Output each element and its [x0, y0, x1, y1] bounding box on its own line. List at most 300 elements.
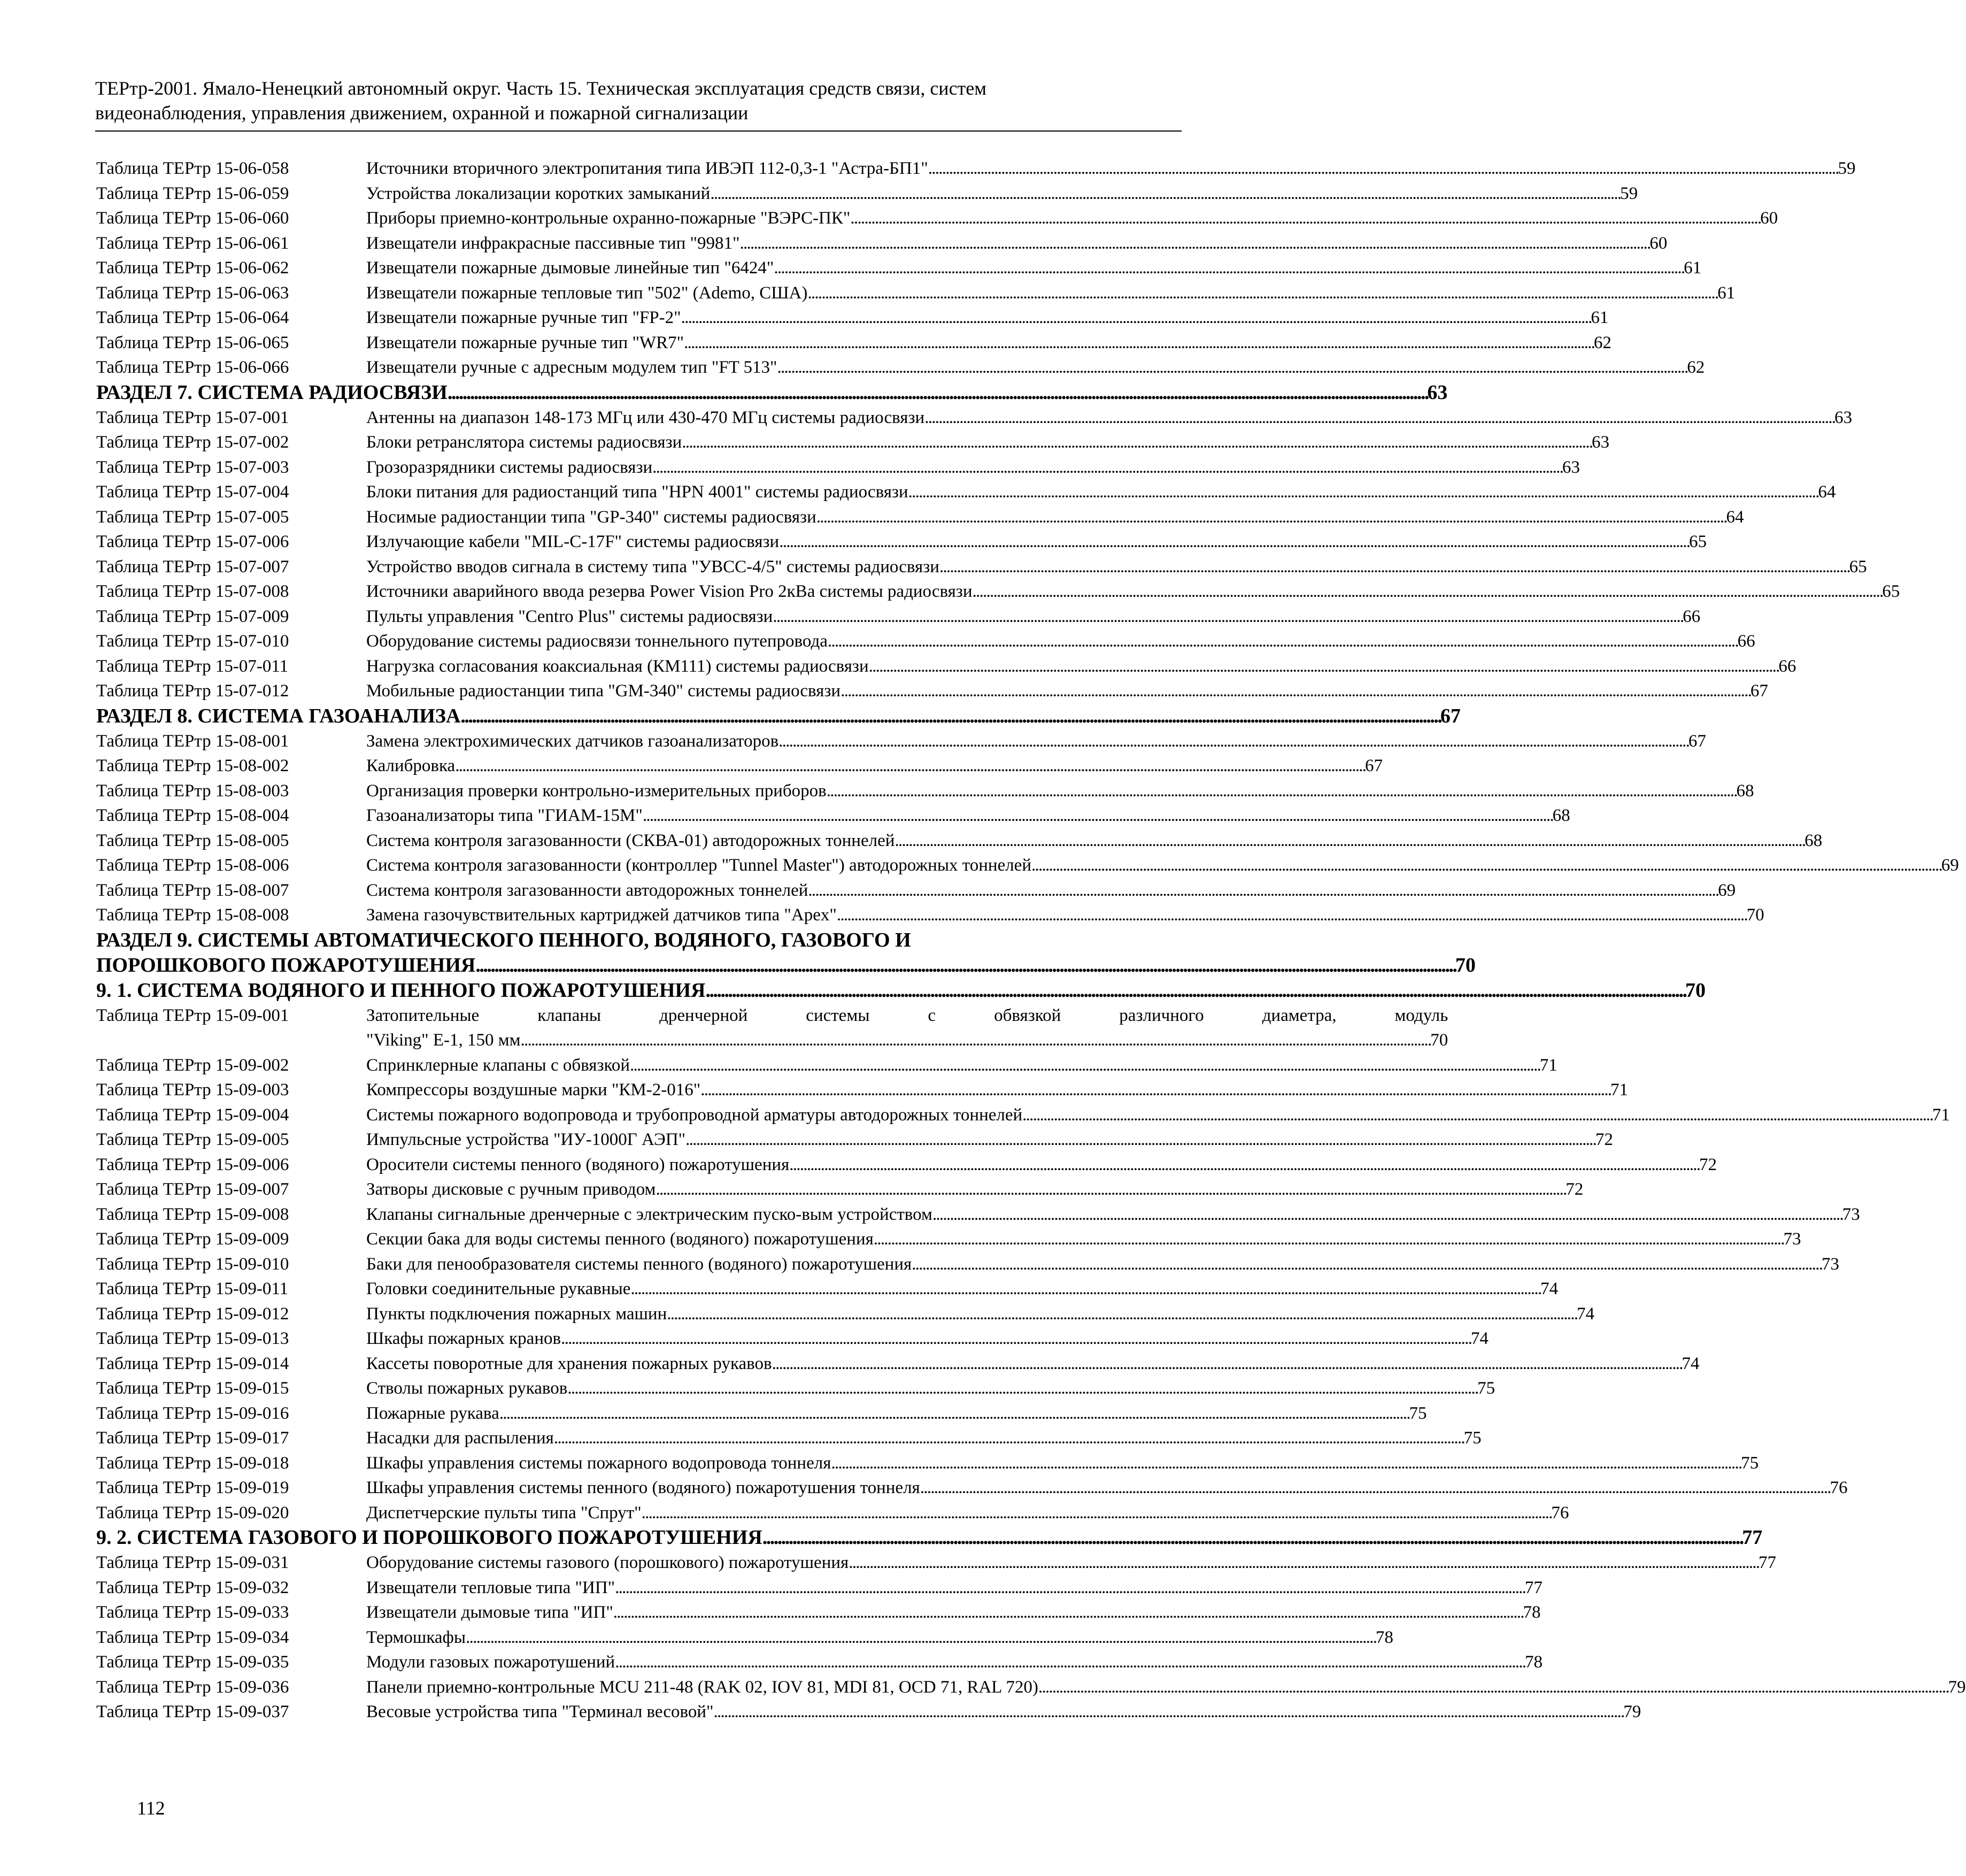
toc-entry[interactable] [96, 1351, 1700, 1377]
toc-entry-title: Грозоразрядники системы радиосвязи [366, 457, 653, 477]
toc-entry-title: Баки для пенообразователя системы пенного (водяного) пожаротушения [366, 1254, 912, 1274]
toc-page-number: 77 [1742, 1526, 1763, 1549]
table-code: Таблица ТЕРтр 15-09-001 [96, 1005, 289, 1025]
table-code: Таблица ТЕРтр 15-07-008 [96, 582, 289, 601]
table-code: Таблица ТЕРтр 15-09-020 [96, 1503, 289, 1523]
toc-entry[interactable] [96, 1475, 1848, 1501]
toc-entry-title: Секции бака для воды системы пенного (водяного) пожаротушения [366, 1229, 874, 1249]
toc-entry[interactable] [96, 1103, 1950, 1128]
table-code: Таблица ТЕРтр 15-09-009 [96, 1229, 289, 1249]
toc-page-number: 74 [1682, 1354, 1700, 1373]
header-line-1: ТЕРтр-2001. Ямало-Ненецкий автономный округ. Часть 15. Техническая эксплуатация средств связи, систем [95, 78, 987, 99]
section-title: 9. 1. СИСТЕМА ВОДЯНОГО И ПЕННОГО ПОЖАРОТУШЕНИЯ [96, 979, 706, 1002]
toc-entry[interactable] [96, 505, 1744, 530]
toc-entry[interactable] [96, 1302, 1594, 1327]
dot-leader [912, 1252, 1821, 1277]
toc-page-number: 63 [1592, 433, 1610, 452]
toc-entry-title: Пульты управления "Centro Plus" системы радиосвязи [366, 606, 773, 626]
dot-leader [642, 1501, 1551, 1526]
toc-entry[interactable] [96, 1401, 1427, 1426]
dot-leader [778, 729, 1687, 754]
toc-page-number: 64 [1818, 482, 1836, 502]
dot-leader [973, 579, 1882, 604]
toc-entry-title: Система контроля загазованности (СКВА-01) автодорожных тоннелей [366, 831, 895, 850]
toc-entry-body [366, 505, 1744, 530]
table-code: Таблица ТЕРтр 15-06-064 [96, 308, 289, 327]
toc-entry-title: Блоки ретранслятора системы радиосвязи [366, 433, 682, 452]
toc-entry-title: Замена газочувствительных картриджей датчиков типа "Apex" [366, 905, 837, 925]
table-code: Таблица ТЕРтр 15-09-014 [96, 1354, 289, 1373]
dot-leader [667, 1302, 1576, 1327]
toc-page-number: 65 [1882, 582, 1900, 601]
toc-entry[interactable] [96, 231, 1668, 256]
toc-entry-title: Извещатели пожарные ручные тип "FP-2" [366, 308, 681, 327]
toc-page-number: 66 [1778, 656, 1797, 676]
toc-page-number: 76 [1830, 1478, 1848, 1497]
toc-entry-body [366, 1326, 1489, 1351]
toc-entry[interactable] [96, 281, 1736, 306]
table-code: Таблица ТЕРтр 15-07-009 [96, 606, 289, 626]
dot-leader [837, 903, 1746, 928]
dot-leader [874, 1227, 1783, 1252]
toc-page-number: 70 [1746, 905, 1764, 925]
toc-entry-body [366, 803, 1570, 828]
toc-entry[interactable] [96, 803, 1570, 828]
toc-entry-body [366, 1277, 1559, 1302]
toc-entry[interactable] [96, 853, 1959, 878]
dot-leader [1031, 853, 1940, 878]
table-code: Таблица ТЕРтр 15-09-019 [96, 1478, 289, 1497]
toc-entry-body [366, 853, 1959, 878]
toc-section-heading[interactable] [96, 1525, 1763, 1550]
toc-entry-title-line-1 [366, 1003, 1448, 1028]
section-title: 9. 2. СИСТЕМА ГАЗОВОГО И ПОРОШКОВОГО ПОЖАРОТУШЕНИЯ [96, 1526, 762, 1549]
toc-page-number: 61 [1591, 308, 1609, 327]
toc-entry-body [366, 455, 1580, 480]
toc-entry-title: Извещатели пожарные ручные тип "WR7" [366, 333, 684, 352]
toc-entry-body [366, 555, 1867, 580]
toc-entry-title: Замена электрохимических датчиков газоанализаторов [366, 731, 779, 751]
toc-entry[interactable] [96, 330, 1612, 356]
toc-page-number: 67 [1750, 681, 1768, 701]
toc-page-number: 71 [1932, 1105, 1950, 1125]
dot-leader [705, 978, 1684, 1003]
toc-entry[interactable] [96, 1177, 1584, 1202]
dot-leader [615, 1650, 1524, 1675]
toc-page-number: 65 [1849, 557, 1867, 576]
dot-leader [554, 1426, 1463, 1451]
table-code: Таблица ТЕРтр 15-09-003 [96, 1080, 289, 1100]
toc-entry-body [366, 1003, 1448, 1053]
toc-entry[interactable] [96, 1550, 1776, 1575]
dot-leader [710, 181, 1619, 206]
table-code: Таблица ТЕРтр 15-06-063 [96, 283, 289, 303]
toc-page-number: 72 [1699, 1155, 1717, 1174]
toc-entry-title: Извещатели ручные с адресным модулем тип "FT 513" [366, 358, 777, 377]
toc-entry[interactable] [96, 1700, 1641, 1725]
toc-section-heading[interactable] [96, 928, 1476, 978]
table-code: Таблица ТЕРтр 15-07-010 [96, 632, 289, 651]
toc-page-number: 75 [1741, 1453, 1759, 1473]
table-code: Таблица ТЕРтр 15-09-005 [96, 1130, 289, 1149]
toc-entry-body [366, 480, 1836, 505]
toc-entry-title: Спринклерные клапаны с обвязкой [366, 1055, 630, 1075]
toc-page-number: 63 [1562, 457, 1580, 477]
table-code: Таблица ТЕРтр 15-06-062 [96, 258, 289, 278]
toc-entry-body [366, 1650, 1543, 1675]
toc-entry-title: Пункты подключения пожарных машин [366, 1304, 667, 1324]
toc-entry[interactable] [96, 430, 1610, 455]
table-code: Таблица ТЕРтр 15-06-058 [96, 159, 289, 178]
toc-entry-title: Оборудование системы радиосвязи тоннельного путепровода [366, 632, 828, 651]
toc-entry[interactable] [96, 1650, 1543, 1675]
toc-page-number: 64 [1726, 507, 1744, 527]
dot-leader [652, 455, 1561, 480]
dot-leader [475, 953, 1454, 978]
dot-leader [831, 1451, 1740, 1476]
table-code: Таблица ТЕРтр 15-07-005 [96, 507, 289, 527]
table-code: Таблица ТЕРтр 15-08-008 [96, 905, 289, 925]
toc-entry[interactable] [96, 555, 1867, 580]
toc-entry[interactable] [96, 256, 1702, 281]
dot-leader [466, 1625, 1375, 1650]
dot-leader [656, 1177, 1564, 1202]
toc-entry[interactable] [96, 1600, 1541, 1625]
toc-entry[interactable] [96, 1451, 1759, 1476]
dot-leader [561, 1326, 1470, 1351]
toc-entry-title: Оборудование системы газового (порошкового) пожаротушения [366, 1553, 849, 1572]
toc-page-number: 77 [1524, 1578, 1543, 1597]
toc-entry[interactable] [96, 405, 1852, 430]
toc-page-number: 79 [1623, 1702, 1641, 1721]
toc-entry-title: Излучающие кабели "MIL-C-17F" системы радиосвязи [366, 532, 780, 551]
toc-page-number: 72 [1566, 1180, 1584, 1199]
toc-entry-body [366, 1227, 1801, 1252]
toc-entry[interactable] [96, 1202, 1860, 1227]
toc-page-number: 73 [1783, 1229, 1801, 1249]
toc-entry-body [366, 1475, 1848, 1501]
toc-page-number: 74 [1470, 1329, 1489, 1348]
dot-leader [1022, 1103, 1931, 1128]
toc-page-number: 70 [1685, 979, 1706, 1002]
header-divider [95, 130, 1182, 132]
toc-entry-title-line-2 [366, 1028, 1448, 1053]
toc-entry-body [366, 1053, 1558, 1078]
toc-entry-body [366, 1501, 1569, 1526]
toc-entry-body [366, 629, 1755, 654]
toc-entry[interactable] [96, 629, 1755, 654]
toc-entry[interactable] [96, 878, 1736, 903]
toc-entry[interactable] [96, 1675, 1966, 1700]
table-code: Таблица ТЕРтр 15-06-061 [96, 233, 289, 253]
toc-page-number: 59 [1620, 183, 1638, 203]
dot-leader [789, 1152, 1698, 1178]
toc-entry-body [366, 1625, 1393, 1650]
dot-leader [895, 828, 1803, 854]
toc-entry-title: Стволы пожарных рукавов [366, 1379, 568, 1398]
toc-entry[interactable] [96, 1426, 1482, 1451]
toc-page-number: 69 [1941, 856, 1959, 875]
toc-entry[interactable] [96, 1625, 1393, 1650]
dot-leader [615, 1575, 1524, 1601]
toc-entry[interactable] [96, 1003, 1448, 1053]
table-code: Таблица ТЕРтр 15-09-007 [96, 1180, 289, 1199]
toc-entry-body [366, 878, 1736, 903]
dot-leader [567, 1376, 1476, 1401]
toc-entry-body [366, 654, 1797, 679]
toc-entry[interactable] [96, 305, 1609, 330]
table-code: Таблица ТЕРтр 15-06-059 [96, 183, 289, 203]
toc-page-number: 63 [1834, 408, 1852, 427]
table-code: Таблица ТЕРтр 15-07-003 [96, 457, 289, 477]
dot-leader [772, 1351, 1681, 1377]
toc-page-number: 66 [1683, 606, 1701, 626]
toc-entry-title: Оросители системы пенного (водяного) пожаротушения [366, 1155, 790, 1174]
table-code: Таблица ТЕРтр 15-09-017 [96, 1428, 289, 1448]
toc-page-number: 62 [1687, 358, 1705, 377]
dot-leader [777, 355, 1686, 380]
toc-entry-body [366, 256, 1702, 281]
toc-entry-body [366, 1177, 1584, 1202]
toc-entry-body [366, 1302, 1594, 1327]
toc-page-number: 79 [1948, 1677, 1966, 1697]
dot-leader [643, 803, 1552, 828]
dot-leader [850, 206, 1759, 231]
dot-leader [700, 1078, 1609, 1103]
dot-leader [849, 1550, 1757, 1575]
toc-page-number: 66 [1737, 632, 1755, 651]
toc-entry-body [366, 1078, 1628, 1103]
toc-section-heading[interactable] [96, 978, 1706, 1003]
dot-leader [685, 1127, 1594, 1152]
table-code: Таблица ТЕРтр 15-09-006 [96, 1155, 289, 1174]
toc-page-number: 70 [1430, 1031, 1448, 1050]
table-code: Таблица ТЕРтр 15-09-013 [96, 1329, 289, 1348]
toc-entry-title: Мобильные радиостанции типа "GM-340" системы радиосвязи [366, 681, 841, 701]
toc-entry[interactable] [96, 480, 1836, 505]
toc-entry-body [366, 430, 1610, 455]
toc-entry-title: Устройства локализации коротких замыканий [366, 183, 711, 203]
toc-entry[interactable] [96, 1152, 1717, 1178]
toc-entry-body [366, 1550, 1776, 1575]
toc-section-heading[interactable] [96, 704, 1461, 729]
toc-entry-title: "Viking" E-1, 150 мм [366, 1031, 521, 1050]
table-code: Таблица ТЕРтр 15-07-001 [96, 408, 289, 427]
toc-entry[interactable] [96, 1078, 1628, 1103]
toc-page-number: 69 [1718, 880, 1736, 900]
toc-entry[interactable] [96, 156, 1856, 181]
toc-entry-title: Компрессоры воздушные марки "КМ-2-016" [366, 1080, 701, 1100]
toc-entry[interactable] [96, 1053, 1558, 1078]
toc-entry-body [366, 1675, 1966, 1700]
table-code: Таблица ТЕРтр 15-09-033 [96, 1603, 289, 1622]
toc-entry[interactable] [96, 1376, 1495, 1401]
section-title: РАЗДЕЛ 8. СИСТЕМА ГАЗОАНАЛИЗА [96, 704, 461, 727]
table-code: Таблица ТЕРтр 15-07-012 [96, 681, 289, 701]
dot-leader [773, 604, 1682, 629]
toc-entry[interactable] [96, 1501, 1569, 1526]
toc-page-number: 71 [1610, 1080, 1628, 1100]
dot-leader [774, 256, 1683, 281]
toc-page-number: 77 [1758, 1553, 1776, 1572]
dot-leader [681, 305, 1590, 330]
toc-entry[interactable] [96, 779, 1754, 804]
table-code: Таблица ТЕРтр 15-07-002 [96, 433, 289, 452]
toc-entry-body [366, 1202, 1860, 1227]
toc-entry[interactable] [96, 1227, 1801, 1252]
section-title: РАЗДЕЛ 7. СИСТЕМА РАДИОСВЯЗИ [96, 381, 448, 404]
dot-leader [869, 654, 1778, 679]
toc-entry[interactable] [96, 206, 1778, 231]
toc-entry[interactable] [96, 1575, 1543, 1601]
dot-leader [455, 754, 1364, 779]
toc-entry-body [366, 903, 1764, 928]
dot-leader [521, 1028, 1430, 1053]
table-code: Таблица ТЕРтр 15-09-034 [96, 1627, 289, 1647]
toc-page-number: 59 [1838, 159, 1856, 178]
toc-entry-title: Панели приемно-контрольные MCU 211-48 (RAK 02, IOV 81, MDI 81, OCD 71, RAL 720) [366, 1677, 1038, 1697]
toc-entry[interactable] [96, 828, 1823, 854]
toc-entry-body [366, 828, 1823, 854]
toc-page-number: 73 [1821, 1254, 1839, 1274]
table-code: Таблица ТЕРтр 15-08-005 [96, 831, 289, 850]
toc-page-number: 73 [1842, 1204, 1860, 1224]
dot-leader [460, 704, 1439, 729]
toc-page-number: 71 [1539, 1055, 1558, 1075]
toc-page-number: 68 [1736, 781, 1754, 801]
toc-page-number: 68 [1552, 806, 1570, 825]
toc-entry[interactable] [96, 579, 1900, 604]
toc-entry-body [366, 206, 1778, 231]
toc-page-number: 68 [1805, 831, 1823, 850]
dot-leader [448, 380, 1427, 405]
dot-leader [827, 779, 1736, 804]
toc-entry-title: Система контроля загазованности (контроллер "Tunnel Master") автодорожных тоннелей [366, 856, 1031, 875]
table-code: Таблица ТЕРтр 15-07-004 [96, 482, 289, 502]
table-code: Таблица ТЕРтр 15-09-015 [96, 1379, 289, 1398]
toc-entry-body [366, 1252, 1839, 1277]
toc-entry[interactable] [96, 355, 1705, 380]
table-code: Таблица ТЕРтр 15-07-007 [96, 557, 289, 576]
toc-page-number: 67 [1364, 756, 1383, 775]
toc-entry-title: Блоки питания для радиостанций типа "HPN 4001" системы радиосвязи [366, 482, 908, 502]
dot-leader [739, 231, 1648, 256]
toc-entry-title: Система контроля загазованности автодорожных тоннелей [366, 880, 808, 900]
toc-entry[interactable] [96, 1326, 1489, 1351]
table-code: Таблица ТЕРтр 15-09-004 [96, 1105, 289, 1125]
toc-entry[interactable] [96, 604, 1701, 629]
toc-section-heading[interactable] [96, 380, 1448, 405]
toc-entry[interactable] [96, 1252, 1839, 1277]
toc-entry-title: Насадки для распыления [366, 1428, 554, 1448]
toc-entry[interactable] [96, 529, 1707, 555]
toc-entry-title: Затворы дисковые с ручным приводом [366, 1180, 656, 1199]
table-code: Таблица ТЕРтр 15-09-018 [96, 1453, 289, 1473]
section-title-line-2 [96, 953, 1476, 978]
dot-leader [779, 529, 1688, 555]
toc-entry-title: Устройство вводов сигнала в систему типа "УВСС-4/5" системы радиосвязи [366, 557, 939, 576]
toc-entry-title: Извещатели пожарные дымовые линейные тип "6424" [366, 258, 774, 278]
table-code: Таблица ТЕРтр 15-09-037 [96, 1702, 289, 1721]
toc-entry[interactable] [96, 729, 1706, 754]
toc-entry-body [366, 355, 1705, 380]
toc-entry[interactable] [96, 181, 1638, 206]
table-code: Таблица ТЕРтр 15-06-065 [96, 333, 289, 352]
table-code: Таблица ТЕРтр 15-08-004 [96, 806, 289, 825]
toc-entry-title: Источники вторичного электропитания типа ИВЭП 112-0,3-1 "Астра-БП1" [366, 159, 928, 178]
table-code: Таблица ТЕРтр 15-09-031 [96, 1553, 289, 1572]
toc-entry-title: Газоанализаторы типа "ГИАМ-15М" [366, 806, 643, 825]
toc-entry-title: Шкафы управления системы пенного (водяного) пожаротушения тоннеля [366, 1478, 920, 1497]
dot-leader [613, 1600, 1522, 1625]
table-code: Таблица ТЕРтр 15-09-011 [96, 1279, 289, 1298]
toc-page-number: 78 [1524, 1652, 1543, 1672]
toc-entry-title: Диспетчерские пульты типа "Спрут" [366, 1503, 642, 1523]
table-code: Таблица ТЕРтр 15-09-010 [96, 1254, 289, 1274]
toc-entry-body [366, 156, 1856, 181]
table-code: Таблица ТЕРтр 15-07-011 [96, 656, 289, 676]
dot-leader [684, 330, 1593, 356]
toc-entry-title: Системы пожарного водопровода и трубопроводной арматуры автодорожных тоннелей [366, 1105, 1023, 1125]
toc-entry-body [366, 1401, 1427, 1426]
table-code: Таблица ТЕРтр 15-08-002 [96, 756, 289, 775]
dot-leader [630, 1053, 1539, 1078]
dot-leader [939, 555, 1848, 580]
toc-entry-title: Шкафы управления системы пожарного водопровода тоннеля [366, 1453, 831, 1473]
toc-page-number: 78 [1523, 1603, 1541, 1622]
toc-entry-body [366, 181, 1638, 206]
toc-entry-title: Организация проверки контрольно-измерительных приборов [366, 781, 827, 801]
running-header [95, 76, 1182, 125]
toc-page-number: 65 [1689, 532, 1707, 551]
toc-entry-title: Извещатели инфракрасные пассивные тип "9981" [366, 233, 740, 253]
table-code: Таблица ТЕРтр 15-07-006 [96, 532, 289, 551]
toc-entry[interactable] [96, 1127, 1613, 1152]
toc-entry-body [366, 1426, 1482, 1451]
dot-leader [807, 281, 1716, 306]
toc-entry[interactable] [96, 1277, 1559, 1302]
toc-entry-body [366, 1600, 1541, 1625]
table-code: Таблица ТЕРтр 15-09-016 [96, 1403, 289, 1423]
toc-entry-body [366, 579, 1900, 604]
dot-leader [682, 430, 1591, 455]
toc-entry[interactable] [96, 654, 1797, 679]
toc-entry[interactable] [96, 455, 1580, 480]
toc-entry[interactable] [96, 679, 1768, 704]
toc-page-number: 78 [1375, 1627, 1393, 1647]
toc-entry-title: Термошкафы [366, 1627, 466, 1647]
toc-entry-body [366, 1451, 1759, 1476]
toc-page-number: 67 [1440, 704, 1461, 727]
toc-page-number: 63 [1427, 381, 1448, 404]
toc-entry-title: Модули газовых пожаротушений [366, 1652, 615, 1672]
toc-entry[interactable] [96, 903, 1764, 928]
toc-entry[interactable] [96, 754, 1383, 779]
toc-entry-title: Клапаны сигнальные дренчерные с электрическим пуско-вым устройством [366, 1204, 932, 1224]
dot-leader [630, 1277, 1539, 1302]
toc-page-number: 76 [1551, 1503, 1569, 1523]
toc-page-number: 72 [1595, 1130, 1613, 1149]
toc-entry-body [366, 529, 1707, 555]
toc-page-number: 75 [1409, 1403, 1427, 1423]
toc-page-number: 61 [1717, 283, 1736, 303]
toc-entry-title: Нагрузка согласования коаксиальная (КМ111) системы радиосвязи [366, 656, 869, 676]
toc-page-number: 74 [1576, 1304, 1594, 1324]
dot-leader [924, 405, 1833, 430]
page-number: 112 [137, 1797, 165, 1819]
toc-entry-body [366, 405, 1852, 430]
toc-page-number: 75 [1463, 1428, 1482, 1448]
